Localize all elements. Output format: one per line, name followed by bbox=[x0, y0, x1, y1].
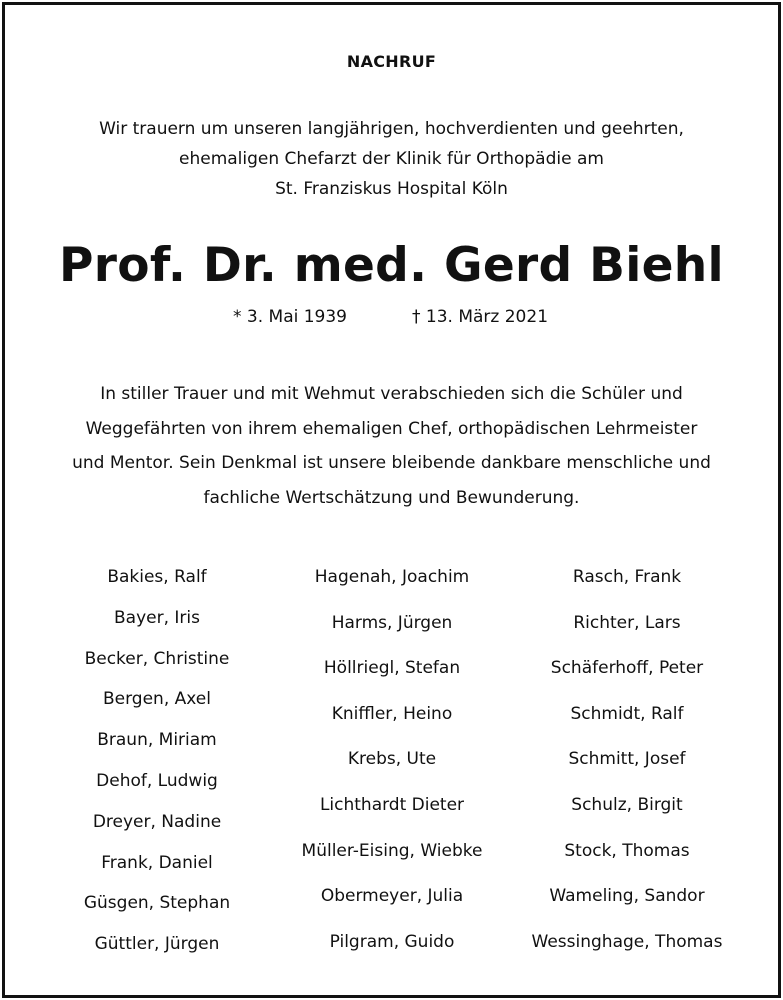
signatory-name: Obermeyer, Julia bbox=[320, 886, 464, 907]
deceased-name: Prof. Dr. med. Gerd Biehl bbox=[59, 238, 724, 293]
signatory-name: Dehof, Ludwig bbox=[96, 770, 218, 791]
signatory-name: Schulz, Birgit bbox=[571, 794, 683, 815]
signatory-name: Pilgram, Guido bbox=[329, 931, 455, 952]
signatory-name: Becker, Christine bbox=[84, 648, 230, 669]
signatory-name: Schmitt, Josef bbox=[568, 749, 686, 770]
intro-line: Wir trauern um unseren langjährigen, hochverdienten und geehrten, bbox=[99, 119, 684, 139]
signatory-name: Wameling, Sandor bbox=[549, 886, 705, 907]
intro-line: ehemaligen Chefarzt der Klinik für Orthopädie am bbox=[179, 149, 604, 169]
signatory-name: Stock, Thomas bbox=[564, 840, 690, 861]
intro-text bbox=[0, 114, 783, 204]
obituary-heading: NACHRUF bbox=[346, 52, 437, 71]
signatories-column-2 bbox=[282, 564, 502, 974]
farewell-line: fachliche Wertschätzung und Bewunderung. bbox=[203, 487, 580, 508]
signatory-name: Bakies, Ralf bbox=[107, 567, 207, 587]
signatory-name: Braun, Miriam bbox=[97, 730, 217, 751]
signatory-name: Kniffler, Heino bbox=[331, 703, 453, 724]
farewell-text bbox=[0, 377, 783, 515]
signatory-name: Bergen, Axel bbox=[103, 689, 211, 710]
signatory-name: Harms, Jürgen bbox=[331, 612, 453, 633]
signatory-name: Frank, Daniel bbox=[101, 852, 213, 873]
signatory-name: Höllriegl, Stefan bbox=[323, 658, 461, 679]
signatories-column-3 bbox=[518, 564, 736, 974]
farewell-line: und Mentor. Sein Denkmal ist unsere bleibende dankbare menschliche und bbox=[72, 453, 711, 473]
signatory-name: Güsgen, Stephan bbox=[83, 893, 231, 914]
signatory-name: Bayer, Iris bbox=[114, 607, 200, 628]
signatory-name: Müller-Eising, Wiebke bbox=[301, 840, 483, 861]
death-date: † 13. März 2021 bbox=[412, 307, 549, 327]
signatory-name: Hagenah, Joachim bbox=[314, 567, 470, 587]
signatories-column-1 bbox=[57, 564, 257, 972]
signatory-name: Wessinghage, Thomas bbox=[531, 931, 723, 952]
signatory-name: Krebs, Ute bbox=[347, 749, 437, 770]
birth-date: * 3. Mai 1939 bbox=[233, 307, 348, 327]
intro-line: St. Franziskus Hospital Köln bbox=[275, 179, 508, 199]
signatory-name: Richter, Lars bbox=[573, 612, 681, 633]
farewell-line: Weggefährten von ihrem ehemaligen Chef, orthopädischen Lehrmeister bbox=[85, 418, 698, 439]
signatory-name: Güttler, Jürgen bbox=[94, 934, 220, 955]
signatory-name: Dreyer, Nadine bbox=[92, 811, 222, 832]
signatory-name: Rasch, Frank bbox=[572, 567, 682, 587]
farewell-line: In stiller Trauer und mit Wehmut verabschieden sich die Schüler und bbox=[100, 384, 683, 404]
signatory-name: Schmidt, Ralf bbox=[570, 703, 684, 724]
signatory-name: Lichthardt Dieter bbox=[319, 794, 465, 815]
signatory-name: Schäferhoff, Peter bbox=[550, 658, 704, 679]
